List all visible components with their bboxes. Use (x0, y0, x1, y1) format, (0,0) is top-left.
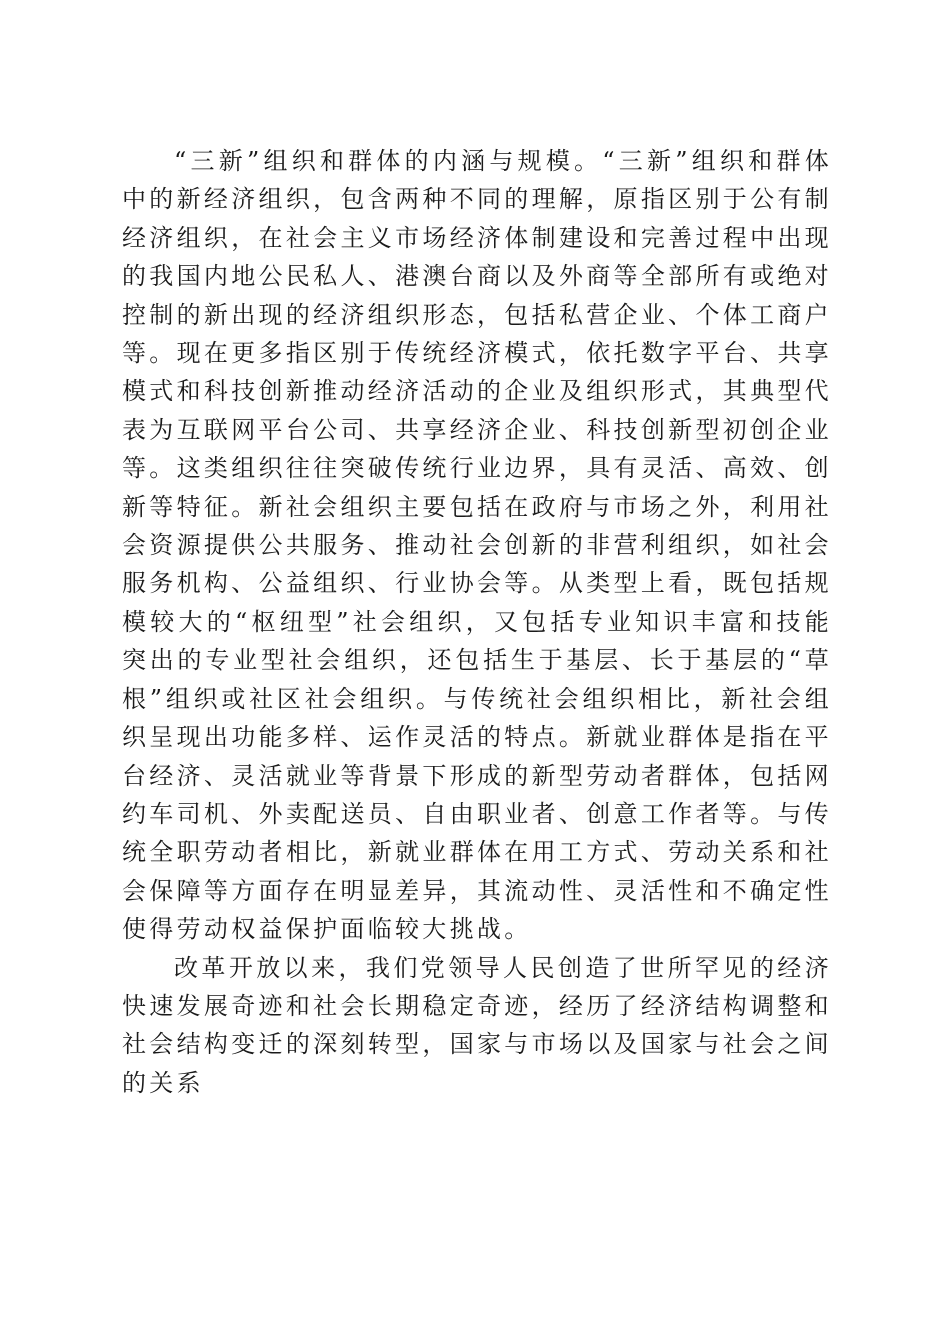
paragraph-2: 改革开放以来，我们党领导人民创造了世所罕见的经济快速发展奇迹和社会长期稳定奇迹，经历了经济结构调整和社会结构变迁的深刻转型，国家与市场以及国家与社会之间的关系 (122, 953, 832, 1097)
document-body (122, 142, 832, 1102)
paragraph-1: “三新”组织和群体的内涵与规模。“三新”组织和群体中的新经济组织，包含两种不同的理解，原指区别于公有制经济组织，在社会主义市场经济体制建设和完善过程中出现的我国内地公民私人、港澳台商以及外商等全部所有或绝对控制的新出现的经济组织形态，包括私营企业、个体工商户等。现在更多指区别于传统经济模式，依托数字平台、共享模式和科技创新推动经济活动的企业及组织形式，其典型代表为互联网平台公司、共享经济企业、科技创新型初创企业等。这类组织往往突破传统行业边界，具有灵活、高效、创新等特征。新社会组织主要包括在政府与市场之外，利用社会资源提供公共服务、推动社会创新的非营利组织，如社会服务机构、公益组织、行业协会等。从类型上看，既包括规模较大的“枢纽型”社会组织，又包括专业知识丰富和技能突出的专业型社会组织，还包括生于基层、长于基层的“草根”组织或社区社会组织。与传统社会组织相比，新社会组织呈现出功能多样、运作灵活的特点。新就业群体是指在平台经济、灵活就业等背景下形成的新型劳动者群体，包括网约车司机、外卖配送员、自由职业者、创意工作者等。与传统全职劳动者相比，新就业群体在用工方式、劳动关系和社会保障等方面存在明显差异，其流动性、灵活性和不确定性使得劳动权益保护面临较大挑战。 (122, 147, 832, 944)
